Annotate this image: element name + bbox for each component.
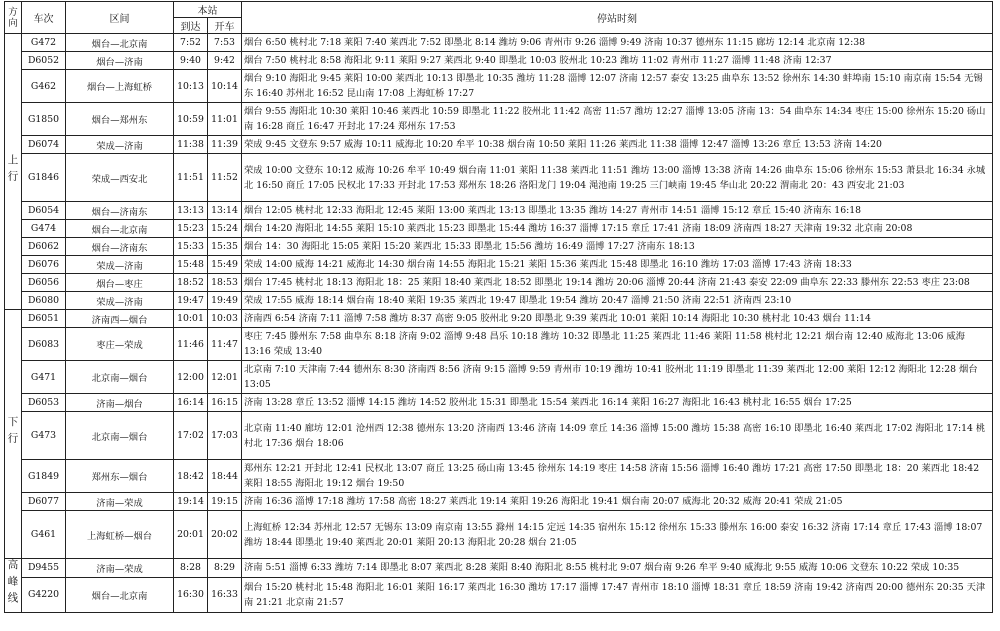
arrival-time: 15:23 <box>174 220 208 238</box>
departure-time: 11:52 <box>208 154 242 202</box>
table-row <box>5 577 993 612</box>
departure-time: 15:49 <box>208 256 242 274</box>
table-row <box>5 202 993 220</box>
table-row <box>5 220 993 238</box>
route-section: 烟台—上海虹桥 <box>66 70 174 103</box>
arrival-time: 19:47 <box>174 292 208 310</box>
stop-times: 济南 5:51 淄博 6:33 潍坊 7:14 即墨北 8:07 莱西北 8:28 莱阳 8:40 海阳北 8:55 桃村北 9:07 烟台南 9:26 牟平 9:40 威海北 9:55 威海 10:06 文登东 10:22 荣成 10:35 <box>242 559 993 578</box>
train-number: D6054 <box>22 202 66 220</box>
route-section: 荣成—济南 <box>66 292 174 310</box>
route-section: 烟台—枣庄 <box>66 274 174 292</box>
train-number: G1850 <box>22 103 66 136</box>
departure-time: 15:24 <box>208 220 242 238</box>
stop-times: 烟台 9:10 海阳北 9:45 莱阳 10:00 莱西北 10:13 即墨北 10:35 潍坊 11:28 淄博 12:07 济南 12:57 泰安 13:25 曲阜东 13:52 徐州东 14:30 蚌埠南 15:10 南京南 15:54 无锡东 16:40 苏州北 16:52 昆山南 17:08 上海虹桥 17:27 <box>242 70 993 103</box>
stop-times: 济南 13:28 章丘 13:52 淄博 14:15 潍坊 14:52 胶州北 15:31 即墨北 15:54 莱西北 16:14 莱阳 16:27 海阳北 16:43 桃村北 16:55 烟台 17:25 <box>242 394 993 412</box>
direction-label: 下行 <box>6 416 19 449</box>
header-direction: 方向 <box>5 2 22 34</box>
route-section: 济南—荣成 <box>66 493 174 511</box>
train-number: D6083 <box>22 328 66 361</box>
table-row <box>5 394 993 412</box>
arrival-time: 11:38 <box>174 136 208 154</box>
arrival-time: 18:42 <box>174 460 208 493</box>
departure-time: 18:44 <box>208 460 242 493</box>
stop-times: 郑州东 12:21 开封北 12:41 民权北 13:07 商丘 13:25 砀山南 13:45 徐州东 14:19 枣庄 14:58 济南 15:56 淄博 16:40 潍坊 17:21 高密 17:50 即墨北 18：20 莱西北 18:42 莱阳 18:55 海阳北 19:12 烟台 19:50 <box>242 460 993 493</box>
route-section: 济南西—烟台 <box>66 310 174 328</box>
departure-time: 7:53 <box>208 34 242 52</box>
table-body <box>5 34 993 613</box>
table-row <box>5 103 993 136</box>
table-row <box>5 154 993 202</box>
departure-time: 18:53 <box>208 274 242 292</box>
direction-label: 高峰线 <box>6 559 19 609</box>
stop-times: 烟台 17:45 桃村北 18:13 海阳北 18：25 莱阳 18:40 莱西北 18:52 即墨北 19:14 潍坊 20:06 淄博 20:44 济南 21:43 泰安 22:09 曲阜东 22:33 滕州东 22:53 枣庄 23:08 <box>242 274 993 292</box>
train-number: G471 <box>22 361 66 394</box>
table-row <box>5 34 993 52</box>
route-section: 烟台—北京南 <box>66 220 174 238</box>
arrival-time: 15:48 <box>174 256 208 274</box>
arrival-time: 10:59 <box>174 103 208 136</box>
departure-time: 10:03 <box>208 310 242 328</box>
train-number: D6074 <box>22 136 66 154</box>
header-stops: 停站时刻 <box>242 2 993 34</box>
stop-times: 荣成 10:00 文登东 10:12 威海 10:26 牟平 10:49 烟台南 11:01 莱阳 11:38 莱西北 11:51 潍坊 13:00 淄博 13:38 济南 14:26 曲阜东 15:06 徐州东 15:53 萧县北 16:34 永城北 16:50 商丘 17:05 民权北 17:33 开封北 17:53 郑州东 18:26 洛阳龙门 19:04 渑池南 19:25 三门峡南 19:45 华山北 20:22 渭南北 20：43 西安北 21:03 <box>242 154 993 202</box>
arrival-time: 11:51 <box>174 154 208 202</box>
table-row <box>5 256 993 274</box>
stop-times: 烟台 6:50 桃村北 7:18 莱阳 7:40 莱西北 7:52 即墨北 8:14 潍坊 9:06 青州市 9:26 淄博 9:49 济南 10:37 德州东 11:15 廊坊 12:14 北京南 12:38 <box>242 34 993 52</box>
stop-times: 荣成 9:45 文登东 9:57 威海 10:11 威海北 10:20 牟平 10:38 烟台南 10:50 莱阳 11:26 莱西北 11:38 淄博 12:47 淄博 13:26 章丘 13:53 济南 14:20 <box>242 136 993 154</box>
train-number: G1846 <box>22 154 66 202</box>
route-section: 烟台—济南东 <box>66 202 174 220</box>
header-arrive: 到达 <box>174 18 208 34</box>
arrival-time: 10:13 <box>174 70 208 103</box>
direction-label: 上行 <box>6 153 19 187</box>
header-depart: 开车 <box>208 18 242 34</box>
train-number: G473 <box>22 412 66 460</box>
arrival-time: 12:00 <box>174 361 208 394</box>
stop-times: 烟台 14：30 海阳北 15:05 莱阳 15:20 莱西北 15:33 即墨北 15:56 潍坊 16:49 淄博 17:27 济南东 18:13 <box>242 238 993 256</box>
stop-times: 烟台 7:50 桃村北 8:58 海阳北 9:11 莱阳 9:27 莱西北 9:40 即墨北 10:03 胶州北 10:23 潍坊 11:02 青州市 11:27 淄博 11:48 济南 12:37 <box>242 52 993 70</box>
route-section: 北京南—烟台 <box>66 361 174 394</box>
stop-times: 烟台 14:20 海阳北 14:55 莱阳 15:10 莱西北 15:23 即墨北 15:44 潍坊 16:37 淄博 17:15 章丘 17:41 济南 18:09 济南西 18:27 天津南 19:32 北京南 20:08 <box>242 220 993 238</box>
departure-time: 19:49 <box>208 292 242 310</box>
route-section: 郑州东—烟台 <box>66 460 174 493</box>
stop-times: 烟台 15:20 桃村北 15:48 海阳北 16:01 莱阳 16:17 莱西北 16:30 潍坊 17:17 淄博 17:47 青州市 18:10 淄博 18:31 章丘 18:59 济南 19:42 济南西 20:00 德州东 20:35 天津南 21:21 北京南 21:57 <box>242 577 993 612</box>
table-row <box>5 274 993 292</box>
header-station: 本站 <box>174 2 242 18</box>
train-number: G4220 <box>22 577 66 612</box>
stop-times: 济南西 6:54 济南 7:11 淄博 7:58 潍坊 8:37 高密 9:05 胶州北 9:20 即墨北 9:39 莱西北 10:01 莱阳 10:14 海阳北 10:30 桃村北 10:43 烟台 11:14 <box>242 310 993 328</box>
route-section: 荣成—济南 <box>66 256 174 274</box>
train-number: D9455 <box>22 559 66 578</box>
arrival-time: 19:14 <box>174 493 208 511</box>
train-number: G461 <box>22 511 66 559</box>
stop-times: 北京南 11:40 廊坊 12:01 沧州西 12:38 德州东 13:20 济南西 13:46 济南 14:09 章丘 14:36 淄博 15:00 潍坊 15:38 高密 16:10 即墨北 16:40 莱西北 17:02 海阳北 17:14 桃村北 17:36 烟台 18:06 <box>242 412 993 460</box>
departure-time: 12:01 <box>208 361 242 394</box>
departure-time: 11:47 <box>208 328 242 361</box>
direction-cell <box>5 34 22 310</box>
train-number: G462 <box>22 70 66 103</box>
route-section: 烟台—北京南 <box>66 34 174 52</box>
departure-time: 10:14 <box>208 70 242 103</box>
train-number: D6056 <box>22 274 66 292</box>
departure-time: 11:39 <box>208 136 242 154</box>
stop-times: 枣庄 7:45 滕州东 7:58 曲阜东 8:18 济南 9:02 淄博 9:48 昌乐 10:18 潍坊 10:32 即墨北 11:25 莱西北 11:46 莱阳 11:58 桃村北 12:21 烟台南 12:40 威海北 13:06 威海 13:16 荣成 13:40 <box>242 328 993 361</box>
table-row <box>5 310 993 328</box>
table-header <box>5 2 993 34</box>
table-row <box>5 328 993 361</box>
train-number: D6076 <box>22 256 66 274</box>
train-number: D6080 <box>22 292 66 310</box>
departure-time: 19:15 <box>208 493 242 511</box>
route-section: 烟台—北京南 <box>66 577 174 612</box>
table-row <box>5 70 993 103</box>
arrival-time: 18:52 <box>174 274 208 292</box>
route-section: 烟台—济南 <box>66 52 174 70</box>
departure-time: 16:15 <box>208 394 242 412</box>
table-row <box>5 493 993 511</box>
table-row <box>5 412 993 460</box>
route-section: 荣成—西安北 <box>66 154 174 202</box>
stop-times: 烟台 12:05 桃村北 12:33 海阳北 12:45 莱阳 13:00 莱西北 13:13 即墨北 13:35 潍坊 14:27 青州市 14:51 淄博 15:12 章丘 15:40 济南东 16:18 <box>242 202 993 220</box>
table-row <box>5 292 993 310</box>
departure-time: 9:42 <box>208 52 242 70</box>
departure-time: 13:14 <box>208 202 242 220</box>
train-number: G472 <box>22 34 66 52</box>
timetable <box>4 1 993 613</box>
train-number: D6062 <box>22 238 66 256</box>
table-row <box>5 460 993 493</box>
train-number: D6053 <box>22 394 66 412</box>
arrival-time: 9:40 <box>174 52 208 70</box>
train-number: G474 <box>22 220 66 238</box>
stop-times: 济南 16:36 淄博 17:18 潍坊 17:58 高密 18:27 莱西北 19:14 莱阳 19:26 海阳北 19:41 烟台南 20:07 威海北 20:32 威海 20:41 荣成 21:05 <box>242 493 993 511</box>
table-row <box>5 361 993 394</box>
route-section: 烟台—郑州东 <box>66 103 174 136</box>
arrival-time: 16:14 <box>174 394 208 412</box>
arrival-time: 15:33 <box>174 238 208 256</box>
departure-time: 16:33 <box>208 577 242 612</box>
direction-cell <box>5 310 22 559</box>
departure-time: 20:02 <box>208 511 242 559</box>
route-section: 济南—烟台 <box>66 394 174 412</box>
stop-times: 荣成 17:55 威海 18:14 烟台南 18:40 莱阳 19:35 莱西北 19:47 即墨北 19:54 潍坊 20:47 淄博 21:50 济南 22:51 济南西 23:10 <box>242 292 993 310</box>
arrival-time: 17:02 <box>174 412 208 460</box>
route-section: 荣成—济南 <box>66 136 174 154</box>
table-row <box>5 238 993 256</box>
route-section: 上海虹桥—烟台 <box>66 511 174 559</box>
departure-time: 15:35 <box>208 238 242 256</box>
direction-cell <box>5 559 22 613</box>
train-number: G1849 <box>22 460 66 493</box>
route-section: 烟台—济南东 <box>66 238 174 256</box>
train-number: D6077 <box>22 493 66 511</box>
table-row <box>5 559 993 578</box>
table-row <box>5 52 993 70</box>
route-section: 济南—荣成 <box>66 559 174 578</box>
table-row <box>5 136 993 154</box>
header-section: 区间 <box>66 2 174 34</box>
arrival-time: 10:01 <box>174 310 208 328</box>
departure-time: 11:01 <box>208 103 242 136</box>
departure-time: 17:03 <box>208 412 242 460</box>
table-row <box>5 511 993 559</box>
train-number: D6052 <box>22 52 66 70</box>
arrival-time: 20:01 <box>174 511 208 559</box>
train-number: D6051 <box>22 310 66 328</box>
departure-time: 8:29 <box>208 559 242 578</box>
stop-times: 上海虹桥 12:34 苏州北 12:57 无锡东 13:09 南京南 13:55 滁州 14:15 定远 14:35 宿州东 15:12 徐州东 15:33 滕州东 16:00 泰安 16:32 济南 17:14 章丘 17:43 淄博 18:07 潍坊 18:44 即墨北 19:40 莱西北 20:01 莱阳 20:13 海阳北 20:28 烟台 21:05 <box>242 511 993 559</box>
arrival-time: 13:13 <box>174 202 208 220</box>
header-train: 车次 <box>22 2 66 34</box>
stop-times: 烟台 9:55 海阳北 10:30 莱阳 10:46 莱西北 10:59 即墨北 11:22 胶州北 11:42 高密 11:57 潍坊 12:27 淄博 13:05 济南 13：54 曲阜东 14:34 枣庄 15:00 徐州东 15:20 砀山南 16:28 商丘 16:47 开封北 17:24 郑州东 17:53 <box>242 103 993 136</box>
arrival-time: 16:30 <box>174 577 208 612</box>
arrival-time: 11:46 <box>174 328 208 361</box>
route-section: 枣庄—荣成 <box>66 328 174 361</box>
arrival-time: 8:28 <box>174 559 208 578</box>
route-section: 北京南—烟台 <box>66 412 174 460</box>
stop-times: 荣成 14:00 威海 14:21 威海北 14:30 烟台南 14:55 海阳北 15:21 莱阳 15:36 莱西北 15:48 即墨北 16:10 潍坊 17:03 淄博 17:43 济南 18:33 <box>242 256 993 274</box>
arrival-time: 7:52 <box>174 34 208 52</box>
stop-times: 北京南 7:10 天津南 7:44 德州东 8:30 济南西 8:56 济南 9:15 淄博 9:59 青州市 10:19 潍坊 10:41 胶州北 11:19 即墨北 11:39 莱西北 12:00 莱阳 12:12 海阳北 12:28 烟台 13:05 <box>242 361 993 394</box>
